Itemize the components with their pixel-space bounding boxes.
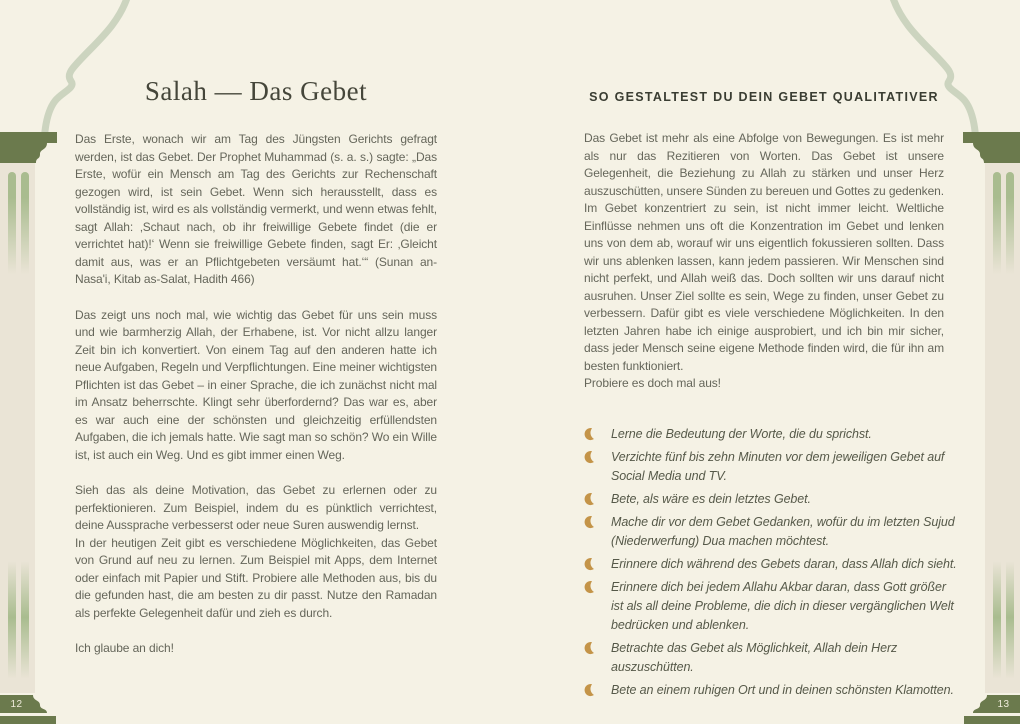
left-page [75, 76, 437, 658]
crescent-moon-icon [583, 640, 599, 656]
list-item-text: Mache dir vor dem Gebet Gedanken, wofür du im letzten Sujud (Niederwerfung) Dua machen möchtest. [611, 515, 955, 548]
paragraph: Im Gebet konzentriert zu sein, ist nicht immer leicht. Weltliche Einflüsse nehmen uns oft die Konzentration im Gebet und lenken uns von dem ab, worauf wir uns eigentlich fokussieren sollten. Dass wir uns ablenken lassen, kann jedem passieren. Wir Menschen sind nicht perfekt, und Allah weiß das. Doch sollten wir uns darauf nicht ausruhen. Unser Ziel sollte es sein, Wege zu finden, unser Gebet zu verbessern. Dafür gibt es viele verschiedene Möglichkeiten. In den letzten Jahren habe ich einige ausprobiert, und ich bin mir sicher, dass jeder Mensch seine eigene Methode finden wird, die für ihn am besten funktioniert. [584, 201, 944, 373]
pillar-plinth [964, 716, 1020, 724]
pillar-capital-molding [972, 143, 1020, 163]
pillar-flute [8, 172, 16, 684]
crescent-moon-icon [583, 449, 599, 465]
list-item [584, 681, 960, 700]
paragraph: Das Gebet ist mehr als eine Abfolge von Bewegungen. Es ist mehr als nur das Rezitieren von Worten. Das Gebet ist unsere Gelegenheit, die Beziehung zu Allah zu stärken und unser Herz auszuschütten, unsere Sünden zu bereuen und Gottes zu gedenken. [584, 131, 944, 198]
list-item [584, 490, 960, 509]
page-number-right: 13 [997, 699, 1010, 710]
page-number-left: 12 [10, 699, 23, 710]
pillar-shaft [0, 163, 35, 693]
pillar-flute [21, 172, 29, 684]
crescent-moon-icon [583, 514, 599, 530]
right-page-body [584, 130, 944, 393]
list-item-text: Erinnere dich während des Gebets daran, dass Allah dich sieht. [611, 557, 957, 571]
pillar-shaft [985, 163, 1020, 693]
pillar-flute [1006, 172, 1014, 684]
list-item [584, 513, 960, 551]
pillar-capital-bar [0, 132, 57, 143]
crescent-moon-icon [583, 556, 599, 572]
paragraph: Sieh das als deine Motivation, das Gebet zu erlernen oder zu perfektionieren. Zum Beispiel, indem du es pünktlich verrichtest, deine Aussprache verbesserst oder neue Suren auswendig lernst. [75, 483, 437, 532]
paragraph: Das Erste, wonach wir am Tag des Jüngsten Gerichts gefragt werden, ist das Gebet. Der Prophet Muhammad (s. a. s.) sagte: „Das Erste, wofür ein Mensch am Tag des Gerichts zur Rechenschaft gezogen wird, ist sein Gebet. Wenn sich herausstellt, dass es vollständig ist, wird es als vollständig vermerkt, und wenn etwas fehlt, sagt Allah: ‚Schaut nach, ob ihr freiwillige Gebete findet (die er verrichtet hat)!‘ Wenn sie freiwillige Gebete finden, sagt Er: ‚Gleicht damit aus, was er an Pflichtgebeten versäumt hat.‘“ (Sunan an-Nasa'i, Kitab as-Salat, Hadith 466) [75, 132, 437, 286]
list-item [584, 555, 960, 574]
paragraph: Das zeigt uns noch mal, wie wichtig das Gebet für uns sein muss und wie barmherzig Allah, der Erhabene, ist. Vor nicht allzu langer Zeit bin ich konvertiert. Von einem Tag auf den anderen hatte ich neue Aufgaben, Regeln und Verpflichtungen. Eine meiner wichtigsten Pflichten ist das Gebet – in einer Sprache, die ich zunächst nicht mal im Ansatz beherrschte. Klingt sehr überfordernd? Das war es, aber es war auch eine der schönsten und gleichzeitig erfüllendsten Aufgaben, die ich jemals hatte. Wie sagt man so schön? Wo ein Wille ist, ist auch ein Weg. Und es gibt immer einen Weg. [75, 307, 437, 462]
pillar-capital-bar [963, 132, 1020, 143]
list-item-text: Lerne die Bedeutung der Worte, die du sprichst. [611, 427, 872, 441]
list-item-text: Erinnere dich bei jedem Allahu Akbar daran, dass Gott größer ist als all deine Probleme, die dich in dieser vergänglichen Welt bedrücken und ablenken. [611, 580, 954, 632]
crescent-moon-icon [583, 682, 599, 698]
section-heading: SO GESTALTEST DU DEIN GEBET QUALITATIVER [589, 90, 939, 104]
paragraph: Probiere es doch mal aus! [584, 376, 721, 390]
list-item-text: Bete an einem ruhigen Ort und in deinen schönsten Klamotten. [611, 683, 954, 697]
pillar-plinth [0, 716, 56, 724]
list-item [584, 425, 960, 444]
paragraph: In der heutigen Zeit gibt es verschiedene Möglichkeiten, das Gebet von Grund auf neu zu lernen. Zum Beispiel mit Apps, dem Internet oder einfach mit Papier und Stift. Probiere alle Methoden aus, bis du die gefunden hast, die am besten zu dir passt. Nutze den Ramadan als perfekte Gelegenheit dafür und zieh es durch. [75, 535, 437, 620]
crescent-moon-icon [583, 491, 599, 507]
list-item [584, 639, 960, 677]
crescent-moon-icon [583, 579, 599, 595]
list-item-text: Bete, als wäre es dein letztes Gebet. [611, 492, 811, 506]
page-title: Salah — Das Gebet [144, 76, 368, 106]
crescent-moon-icon [583, 426, 599, 442]
pillar-capital-molding [0, 143, 48, 163]
list-item-text: Betrachte das Gebet als Möglichkeit, Allah dein Herz auszuschütten. [611, 641, 898, 674]
left-page-body [75, 131, 437, 658]
tips-list [584, 425, 960, 704]
list-item-text: Verzichte fünf bis zehn Minuten vor dem jeweiligen Gebet auf Social Media und TV. [611, 450, 945, 483]
list-item [584, 448, 960, 486]
right-page [584, 90, 944, 393]
closing-line: Ich glaube an dich! [75, 641, 174, 655]
pillar-flute [993, 172, 1001, 684]
list-item [584, 578, 960, 635]
